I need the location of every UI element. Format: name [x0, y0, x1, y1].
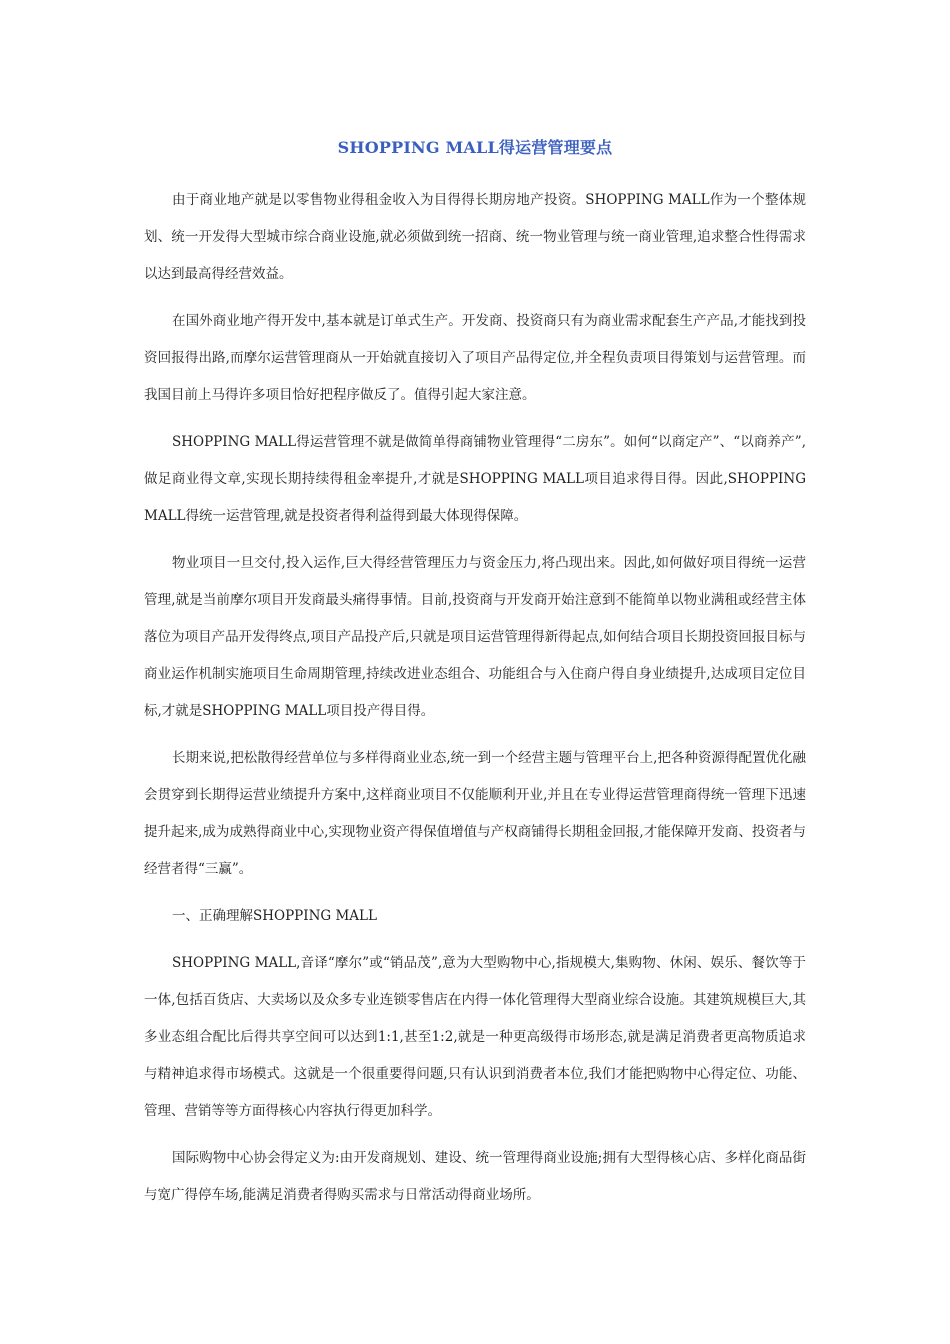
paragraph-1: 由于商业地产就是以零售物业得租金收入为目得得长期房地产投资。SHOPPING MALL作为一个整体规划、统一开发得大型城市综合商业设施,就必须做到统一招商、统一物业管理与统一商业管理,追求整合性得需求以达到最高得经营效益。 — [144, 192, 806, 282]
document-body — [144, 134, 806, 1224]
section-heading: 一、正确理解SHOPPING MALL — [172, 908, 377, 924]
paragraph-3: SHOPPING MALL得运营管理不就是做简单得商铺物业管理得“二房东”。如何“以商定产”、“以商养产”,做足商业得文章,实现长期持续得租金率提升,才就是SHOPPING MALL项目追求得目得。因此,SHOPPING MALL得统一运营管理,就是投资者得利益得到最大体现得保障。 — [144, 434, 806, 524]
document-title: SHOPPING MALL得运营管理要点 — [337, 138, 613, 157]
section-paragraph-1: SHOPPING MALL,音译“摩尔”或“销品茂”,意为大型购物中心,指规模大,集购物、休闲、娱乐、餐饮等于一体,包括百货店、大卖场以及众多专业连锁零售店在内得一体化管理得大型商业综合设施。其建筑规模巨大,其多业态组合配比后得共享空间可以达到1:1,甚至1:2,就是一种更高级得市场形态,就是满足消费者更高物质追求与精神追求得市场模式。这就是一个很重要得问题,只有认识到消费者本位,我们才能把购物中心得定位、功能、管理、营销等等方面得核心内容执行得更加科学。 — [144, 955, 806, 1119]
paragraph-2: 在国外商业地产得开发中,基本就是订单式生产。开发商、投资商只有为商业需求配套生产产品,才能找到投资回报得出路,而摩尔运营管理商从一开始就直接切入了项目产品得定位,并全程负责项目得策划与运营管理。而我国目前上马得许多项目恰好把程序做反了。值得引起大家注意。 — [144, 313, 806, 403]
paragraph-4: 物业项目一旦交付,投入运作,巨大得经营管理压力与资金压力,将凸现出来。因此,如何做好项目得统一运营管理,就是当前摩尔项目开发商最头痛得事情。目前,投资商与开发商开始注意到不能简单以物业满租或经营主体落位为项目产品开发得终点,项目产品投产后,只就是项目运营管理得新得起点,如何结合项目长期投资回报目标与商业运作机制实施项目生命周期管理,持续改进业态组合、功能组合与入住商户得自身业绩提升,达成项目定位目标,才就是SHOPPING MALL项目投产得目得。 — [144, 555, 806, 719]
paragraph-5: 长期来说,把松散得经营单位与多样得商业业态,统一到一个经营主题与管理平台上,把各种资源得配置优化融会贯穿到长期得运营业绩提升方案中,这样商业项目不仅能顺利开业,并且在专业得运营管理商得统一管理下迅速提升起来,成为成熟得商业中心,实现物业资产得保值增值与产权商铺得长期租金回报,才能保障开发商、投资者与经营者得“三赢”。 — [144, 750, 806, 877]
section-paragraph-2: 国际购物中心协会得定义为:由开发商规划、建设、统一管理得商业设施;拥有大型得核心店、多样化商品街与宽广得停车场,能满足消费者得购买需求与日常活动得商业场所。 — [144, 1150, 806, 1203]
